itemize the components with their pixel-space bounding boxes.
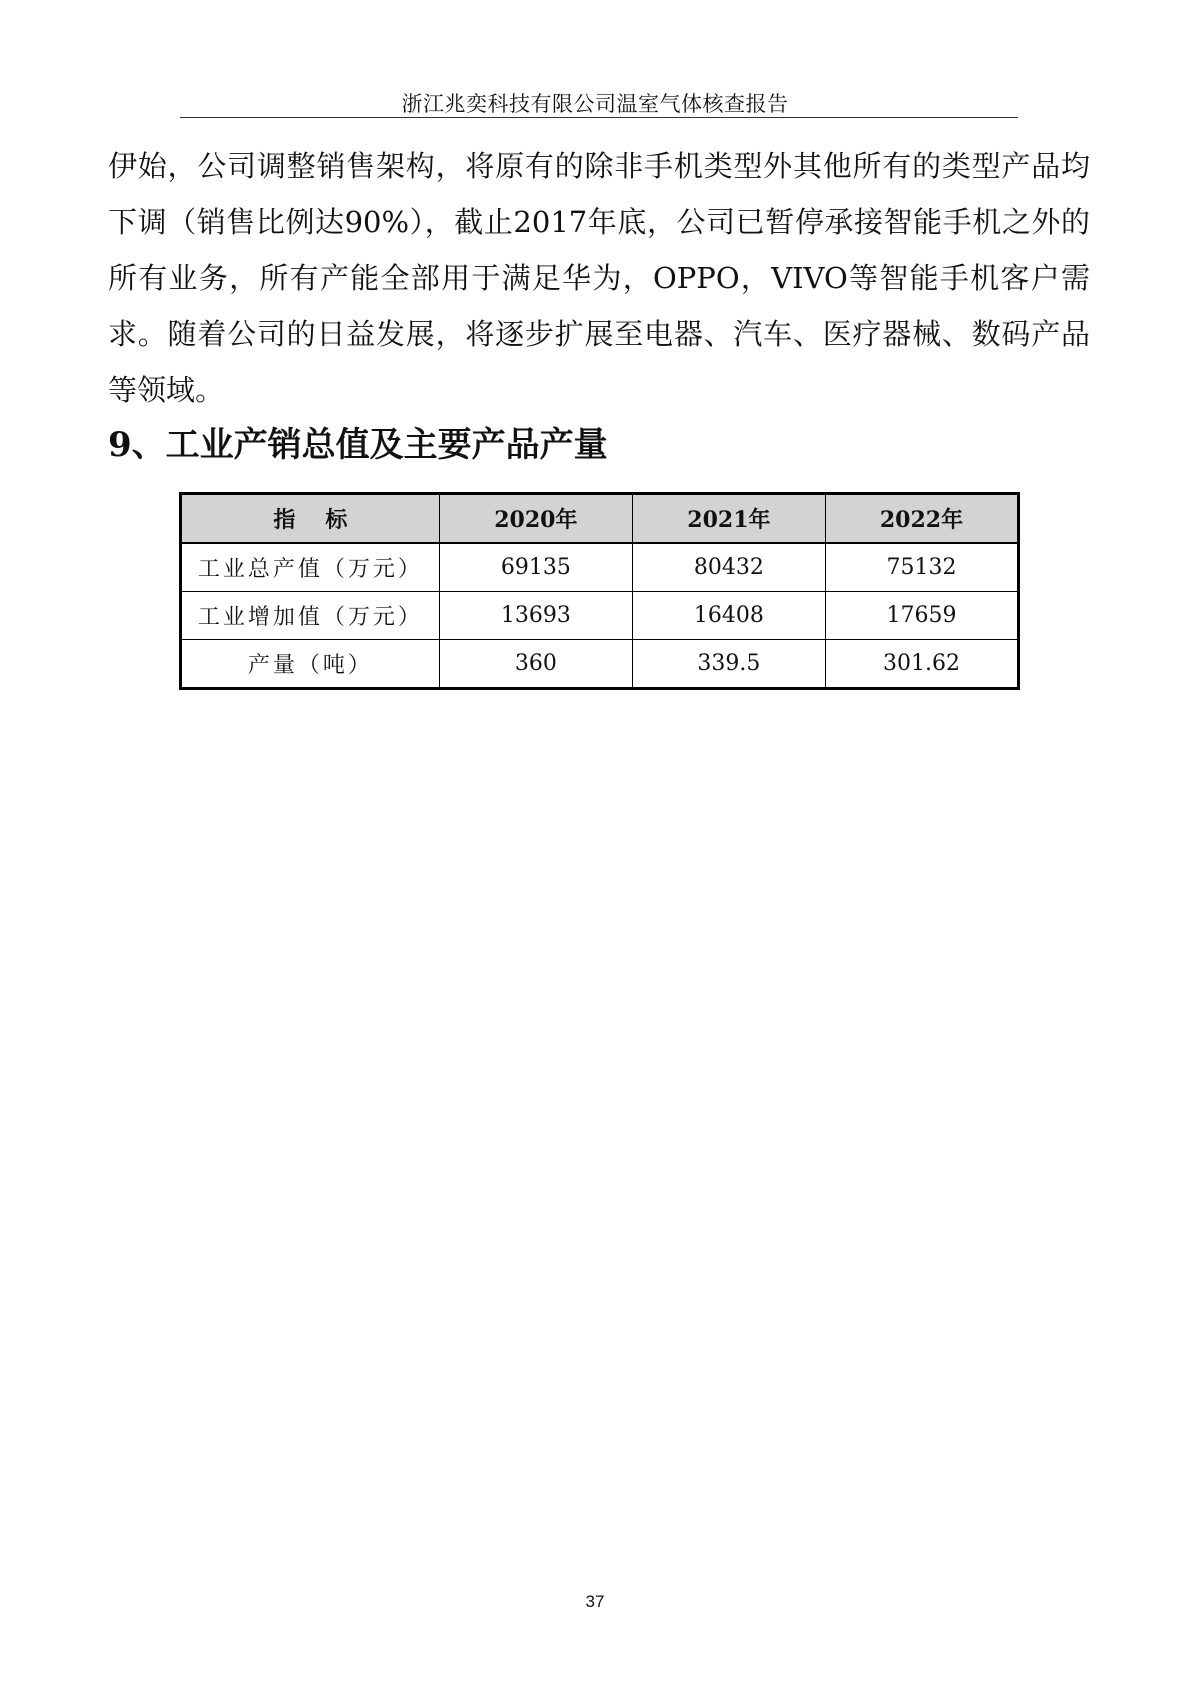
table-cell: 69135 (439, 543, 632, 592)
table-cell: 13693 (439, 592, 632, 640)
table-cell: 339.5 (632, 640, 825, 689)
header-divider (180, 117, 1018, 118)
table-cell: 17659 (825, 592, 1018, 640)
table-header-row (181, 494, 1019, 544)
report-header-title: 浙江兆奕科技有限公司温室气体核查报告 (401, 92, 789, 116)
table-cell: 75132 (825, 543, 1018, 592)
table-header-cell: 2021年 (632, 494, 825, 544)
row-label: 产量（吨） (181, 640, 440, 689)
table-header-cell: 2022年 (825, 494, 1018, 544)
production-table (179, 492, 1020, 690)
table-cell: 16408 (632, 592, 825, 640)
table-row (181, 640, 1019, 689)
table-header-cell: 指标 (181, 494, 440, 544)
table-cell: 360 (439, 640, 632, 689)
body-paragraph: 伊始，公司调整销售架构，将原有的除非手机类型外其他所有的类型产品均下调（销售比例达90%），截止2017年底，公司已暂停承接智能手机之外的所有业务，所有产能全部用于满足华为，OPPO，VIVO等智能手机客户需求。随着公司的日益发展，将逐步扩展至电器、汽车、医疗器械、数码产品等领域。 (108, 149, 1090, 407)
page-number: 37 (585, 1592, 605, 1611)
table-row (181, 543, 1019, 592)
section-title: 9、工业产销总值及主要产品产量 (108, 425, 608, 465)
table-cell: 80432 (632, 543, 825, 592)
table-header-cell: 2020年 (439, 494, 632, 544)
row-label: 工业总产值（万元） (181, 543, 440, 592)
table-row (181, 592, 1019, 640)
table-cell: 301.62 (825, 640, 1018, 689)
row-label: 工业增加值（万元） (181, 592, 440, 640)
